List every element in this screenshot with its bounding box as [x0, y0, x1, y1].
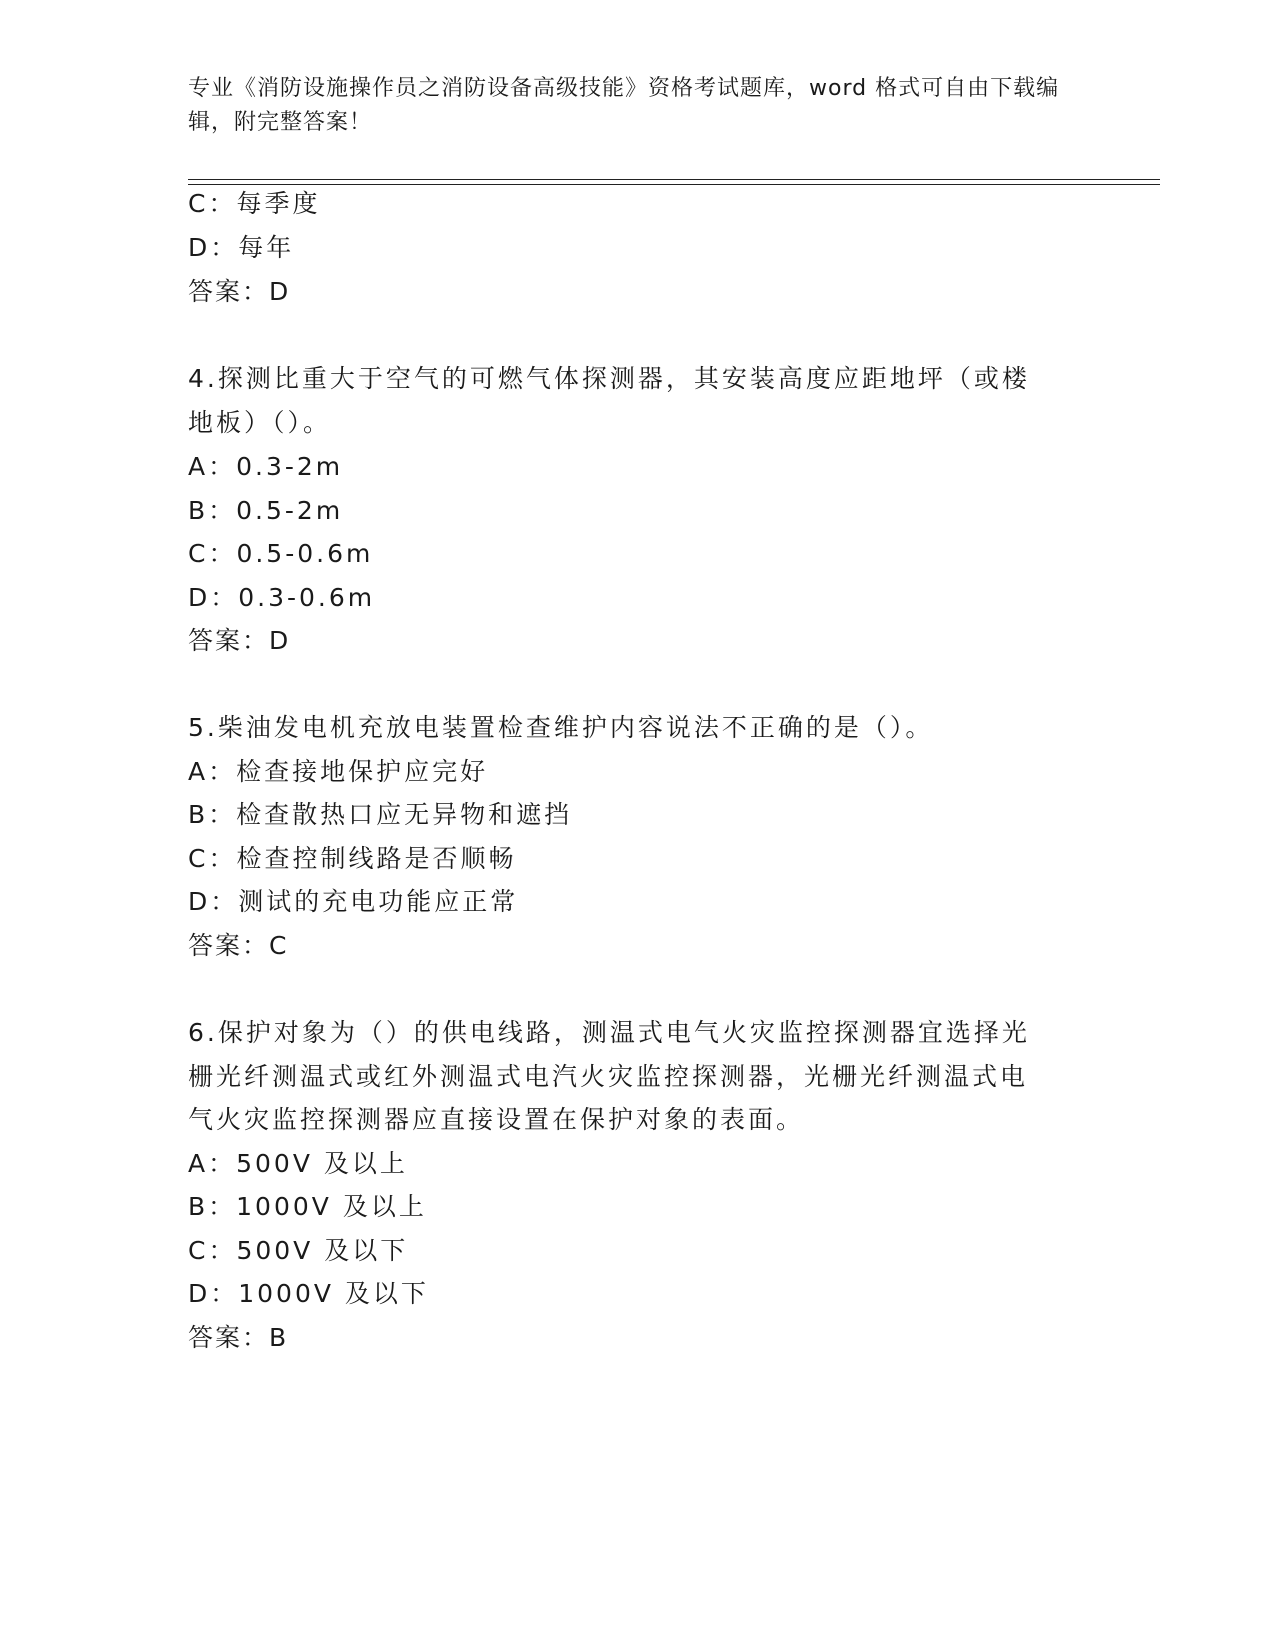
question-4-option-d: D：0.3-0.6m	[188, 583, 376, 612]
question-6-text-line-3: 气火灾监控探测器应直接设置在保护对象的表面。	[188, 1105, 805, 1134]
option-d: D：每年	[188, 233, 295, 262]
question-4-option-c: C：0.5-0.6m	[188, 539, 374, 568]
question-4-answer: 答案：D	[188, 626, 291, 655]
document-header: 专业《消防设施操作员之消防设备高级技能》资格考试题库，word 格式可自由下载编辑，附完整答案！	[188, 76, 1060, 135]
question-4-text-line-2: 地板）（）。	[188, 408, 332, 437]
question-6-answer: 答案：B	[188, 1323, 289, 1352]
question-6-option-a: A：500V 及以上	[188, 1149, 408, 1178]
question-5-text-line-1: 5.柴油发电机充放电装置检查维护内容说法不正确的是（）。	[188, 713, 934, 742]
header-rule-top	[188, 179, 1160, 180]
question-5-option-b: B：检查散热口应无异物和遮挡	[188, 800, 573, 829]
answer-line: 答案：D	[188, 277, 291, 306]
header-rule-bottom	[188, 184, 1160, 185]
question-5-option-d: D：测试的充电功能应正常	[188, 887, 519, 916]
option-c: C：每季度	[188, 189, 321, 218]
question-6-option-c: C：500V 及以下	[188, 1236, 409, 1265]
question-6-text-line-2: 栅光纤测温式或红外测温式电汽火灾监控探测器，光栅光纤测温式电	[188, 1062, 1029, 1091]
question-4-option-b: B：0.5-2m	[188, 496, 344, 525]
question-6-option-d: D：1000V 及以下	[188, 1279, 429, 1308]
question-4-option-a: A：0.3-2m	[188, 452, 344, 481]
question-5-option-a: A：检查接地保护应完好	[188, 757, 489, 786]
question-5-option-c: C：检查控制线路是否顺畅	[188, 844, 517, 873]
question-5-answer: 答案：C	[188, 931, 289, 960]
question-6-option-b: B：1000V 及以上	[188, 1192, 427, 1221]
question-6-text-line-1: 6.保护对象为（）的供电线路，测温式电气火灾监控探测器宜选择光	[188, 1018, 1030, 1047]
question-4-text-line-1: 4.探测比重大于空气的可燃气体探测器，其安装高度应距地坪（或楼	[188, 364, 1030, 393]
